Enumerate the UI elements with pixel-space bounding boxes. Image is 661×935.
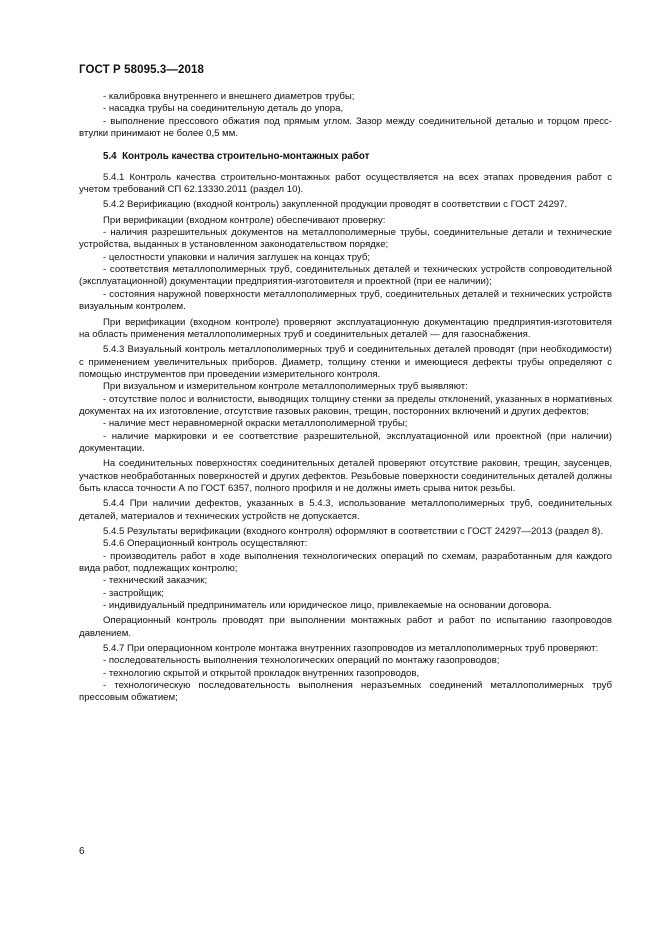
paragraph-verification: При верификации (входном контроле) проверяют эксплуатационную документацию предприятия-изготовителя на область применения металлополимерных труб и соединительных деталей — для газоснабжения. [79,316,612,340]
paragraph-visual-intro: При визуальном и измерительном контроле металлополимерных труб выявляют: [103,381,468,393]
section-number: 5.4 [103,151,117,163]
document-body [79,91,612,705]
paragraph-5-4-4: 5.4.4 При наличии дефектов, указанных в 5.4.3, использование металлополимерных труб, соединительных деталей, материалов и технических устройств не допускается. [79,498,612,522]
check-list-item: - соответствия металлополимерных труб, соединительных деталей и технических устройств сопроводительной (эксплуатационной) документации предприятия-изготовителя и проектной (при ее наличии); [79,264,612,288]
section-heading [79,151,612,163]
document-header: ГОСТ Р 58095.3—2018 [79,64,204,76]
paragraph-operational: Операционный контроль проводят при выполнении монтажных работ и работ по испытанию газопроводов давлением. [79,615,612,639]
visual-list-item: - отсутствие полос и волнистости, выводящих толщину стенки за пределы отклонений, указанных в нормативных документах на их изготовление, отсутствие газовых раковин, трещин, посторонних включений и других дефектов; [79,393,612,417]
operational-list-item: - производитель работ в ходе выполнения технологических операций по схемам, разработанным для каждого вида работ, подлежащих контролю; [79,550,612,575]
paragraph-5-4-1: 5.4.1 Контроль качества строительно-монтажных работ осуществляется на всех этапах проведения работ с учетом требований СП 62.13330.2011 (раздел 10). [79,171,612,196]
operational-list-item: - застройщик; [103,587,164,599]
check-list-item: - наличия разрешительных документов на металлополимерные трубы, соединительные детали и технические устройства, выданных в установленном законодательством порядке; [79,227,612,251]
check-list-item: - состояния наружной поверхности металлополимерных труб, соединительных деталей и технических устройств визуальным контролем. [79,288,612,313]
operational-list-item: - технический заказчик; [103,575,208,587]
intro-list-item: - выполнение прессового обжатия под прямым углом. Зазор между соединительной деталью и торцом пресс-втулки принимают не более 0,5 мм. [79,115,612,140]
paragraph-5-4-6: 5.4.6 Операционный контроль осуществляют: [103,538,308,550]
operational-list-item: - индивидуальный предприниматель или юридическое лицо, привлекаемые на основании договора. [103,600,552,612]
installation-list-item: - технологическую последовательность выполнения неразъемных соединений металлополимерных труб прессовым обжатием; [79,680,612,704]
visual-list-item: - наличие маркировки и ее соответствие разрешительной, эксплуатационной или проектной (при наличии) документации. [79,430,612,454]
page-number: 6 [79,846,85,857]
intro-list-item: - калибровка внутреннего и внешнего диаметров трубы; [103,91,355,102]
paragraph-5-4-3: 5.4.3 Визуальный контроль металлополимерных труб и соединительных деталей проводят (при необходимости) с применением увеличительных приборов. Диаметр, толщину стенки и имеющиеся дефекты трубы определяют с помощью инструментов при проведении измерительного контроля. [79,344,612,380]
paragraph-5-4-5: 5.4.5 Результаты верификации (входного контроля) оформляют в соответствии с ГОСТ 24297—2013 (раздел 8). [103,526,603,537]
section-title: Контроль качества строительно-монтажных работ [122,151,370,163]
visual-list-item: - наличие мест неравномерной окраски металлополимерной трубы; [103,418,408,430]
paragraph-check-intro: При верификации (входном контроле) обеспечивают проверку: [103,214,386,226]
installation-list-item: - последовательность выполнения технологических операций по монтажу газопроводов; [103,655,500,667]
intro-list-item: - насадка трубы на соединительную деталь до упора, [103,103,344,115]
paragraph-surfaces: На соединительных поверхностях соединительных деталей проверяют отсутствие раковин, трещин, заусенцев, участков необработанных поверхностей и других дефектов. Резьбовые поверхности соединительных деталей должны быть класса точности А по ГОСТ 6357, полного профиля и не должны иметь срыва ниток резьбы. [79,458,612,494]
check-list-item: - целостности упаковки и наличия заглушек на концах труб; [103,251,370,263]
paragraph-5-4-7: 5.4.7 При операционном контроле монтажа внутренних газопроводов из металлополимерных труб проверяют: [103,643,599,655]
installation-list-item: - технологию скрытой и открытой прокладок внутренних газопроводов, [103,667,420,679]
paragraph-5-4-2: 5.4.2 Верификацию (входной контроль) закупленной продукции проводят в соответствии с ГОСТ 24297. [103,199,568,211]
